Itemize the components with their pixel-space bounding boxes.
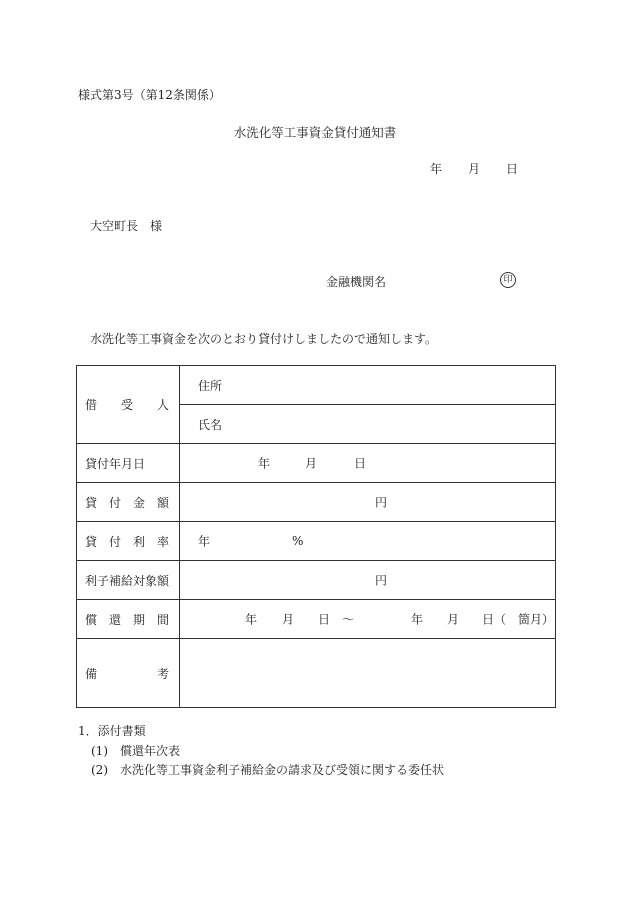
addressee: 大空町長 様 [90, 219, 163, 233]
remarks-label: 備 考 [77, 639, 180, 708]
remarks-cell [180, 639, 556, 708]
date-year: 年 [430, 162, 443, 176]
repayment-start-month: 月 [282, 612, 295, 627]
seal-mark: 印 [500, 272, 516, 288]
rate-year: 年 [198, 534, 211, 549]
interest-rate-cell [180, 522, 556, 561]
repayment-end-year: 年 [411, 612, 424, 627]
repayment-label: 償 還 期 間 [77, 600, 180, 639]
loan-amount-yen: 円 [375, 495, 388, 510]
name-label: 氏名 [198, 417, 223, 432]
rate-percent: % [292, 534, 304, 548]
date-month: 月 [468, 162, 481, 176]
form-number: 様式第3号（第12条関係） [78, 88, 221, 102]
attachment-item-2: (2) 水洗化等工事資金利子補給金の請求及び受領に関する委任状 [91, 763, 445, 777]
loan-amount-label: 貸 付 金 額 [77, 483, 180, 522]
repayment-end-month: 月 [447, 612, 460, 627]
subsidy-cell [180, 561, 556, 600]
bank-name-label: 金融機関名 [326, 275, 387, 289]
repayment-start-year: 年 [245, 612, 258, 627]
loan-amount-cell [180, 483, 556, 522]
loan-date-cell [180, 444, 556, 483]
repayment-end-day: 日（ 箇月） [482, 612, 555, 627]
loan-table [76, 365, 556, 708]
document-title: 水洗化等工事資金貸付通知書 [233, 125, 397, 140]
repayment-cell [180, 600, 556, 639]
attachment-item-1: (1) 償還年次表 [91, 744, 180, 758]
subsidy-label: 利子補給対象額 [77, 561, 180, 600]
address-cell [180, 366, 556, 405]
attachments-heading: 1．添付書類 [78, 724, 146, 738]
subsidy-yen: 円 [375, 573, 388, 588]
date-day: 日 [506, 162, 519, 176]
loan-date-month: 月 [305, 456, 318, 471]
issue-date [430, 160, 518, 177]
address-label: 住所 [198, 378, 223, 393]
loan-date-label: 貸付年月日 [77, 444, 180, 483]
interest-rate-label: 貸 付 利 率 [77, 522, 180, 561]
repayment-start-day: 日 ～ [318, 612, 355, 627]
intro-text: 水洗化等工事資金を次のとおり貸付けしましたので通知します。 [90, 332, 438, 346]
loan-date-year: 年 [258, 456, 271, 471]
loan-date-day: 日 [354, 456, 367, 471]
borrower-label: 借 受 人 [77, 366, 180, 444]
name-cell [180, 405, 556, 444]
